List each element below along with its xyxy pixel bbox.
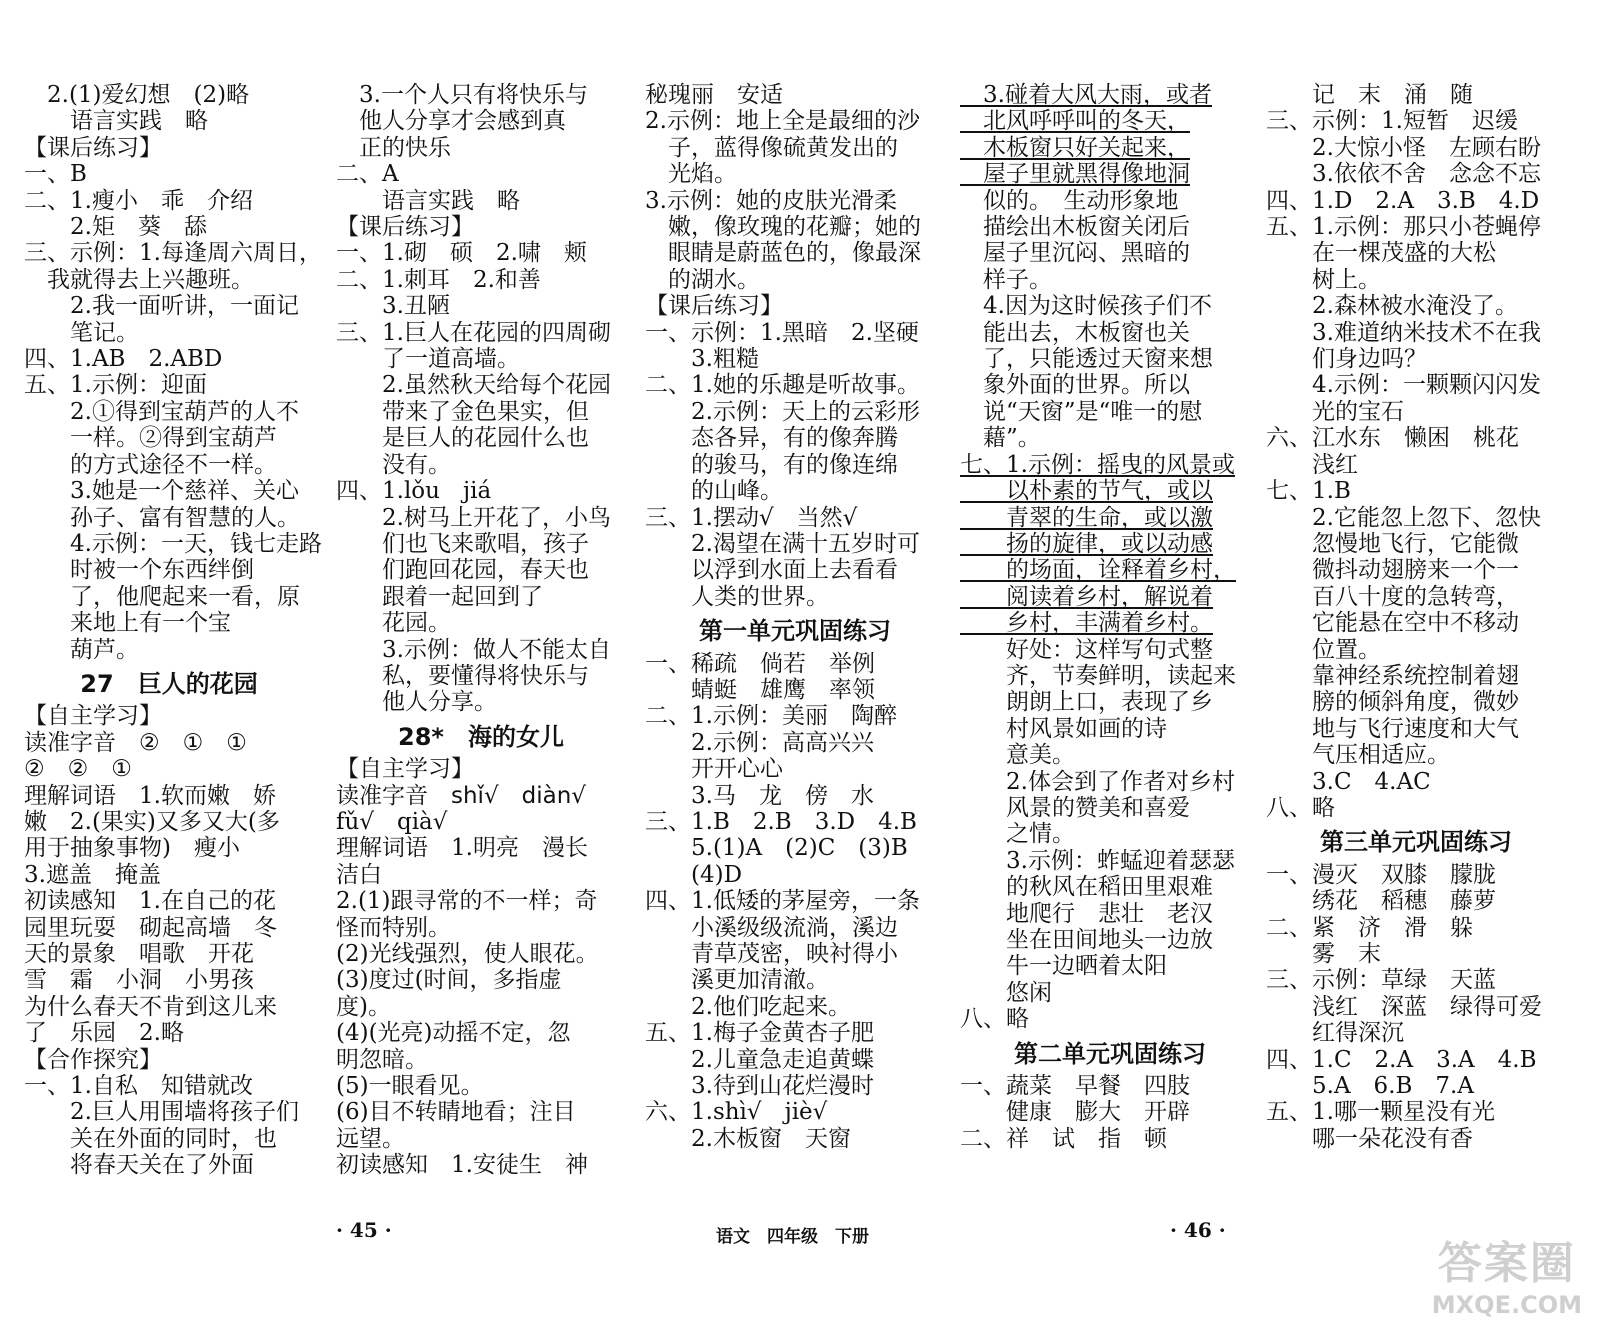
answer-line: 【自主学习】	[24, 703, 162, 730]
answer-line: 三、示例：草绿 天蓝	[1266, 967, 1496, 994]
answer-line: 2.示例：高高兴兴	[645, 729, 874, 756]
answer-line: 五、1.示例：那只小苍蝇停	[1266, 214, 1541, 241]
watermark-en: MXQE.COM	[1431, 1291, 1582, 1319]
answer-line: 一、稀疏 倘若 举例	[645, 650, 875, 677]
answer-line: 【课后练习】	[336, 214, 474, 241]
answer-line: 的湖水。	[645, 266, 760, 293]
answer-line: 时被一个东西绊倒	[24, 557, 254, 584]
answer-line: 八、略	[960, 1006, 1029, 1033]
answer-line: 了，只能透过天窗来想	[960, 346, 1213, 373]
answer-line: 们也飞来歌唱，孩子	[336, 530, 589, 557]
answer-line: fǔ√ qià√	[336, 808, 448, 835]
answer-column-5	[1266, 82, 1566, 1152]
answer-line: 3.依依不舍 念念不忘	[1266, 161, 1541, 188]
answer-line: 3.丑陋	[336, 293, 450, 320]
answer-line: 青翠的生命，或以激	[960, 504, 1213, 531]
answer-line: 3.示例：做人不能太自	[336, 636, 611, 663]
answer-line: 怪而特别。	[336, 914, 451, 941]
answer-line: 雾 末	[1266, 941, 1381, 967]
answer-line: 2.树马上开花了，小鸟	[336, 504, 611, 531]
answer-line: 一、B	[24, 161, 87, 188]
answer-line: 3.C 4.AC	[1266, 768, 1431, 795]
answer-line: (4)D	[645, 861, 743, 888]
answer-line: 了，他爬起来一看，原	[24, 583, 300, 610]
answer-line: 了 乐园 2.略	[24, 1020, 184, 1047]
answer-line: 3.马 龙 傍 水	[645, 782, 874, 809]
answer-line: 树上。	[1266, 266, 1381, 293]
answer-column-2	[336, 82, 626, 1179]
answer-line: 百八十度的急转弯，	[1266, 583, 1519, 610]
answer-line: 5.(1)A (2)C (3)B	[645, 835, 908, 862]
answer-line: 四、1.lǒu jiá	[336, 478, 492, 505]
answer-line: 秘瑰丽 安适	[645, 82, 783, 108]
answer-line: 青草茂密，映衬得小	[645, 941, 898, 967]
page-number-right: · 46 ·	[1170, 1218, 1226, 1242]
answer-line: 2.(1)爱幻想 (2)略	[24, 82, 250, 108]
answer-line: 四、1.C 2.A 3.A 4.B	[1266, 1046, 1537, 1073]
answer-line: 2.他们吃起来。	[645, 993, 851, 1020]
answer-line: 初读感知 1.在自己的花	[24, 888, 276, 915]
section-heading: 28* 海的女儿	[398, 722, 564, 751]
answer-line: 三、示例：1.每逢周六周日，	[24, 240, 322, 267]
answer-line: 【课后练习】	[24, 134, 162, 161]
answer-line: 阅读着乡村，解说着	[960, 583, 1213, 610]
answer-line: 的场面，诠释着乡村，	[960, 557, 1236, 584]
answer-line: 二、A	[336, 161, 399, 188]
answer-line: 2.大惊小怪 左顾右盼	[1266, 134, 1541, 161]
answer-line: 3.她是一个慈祥、关心	[24, 478, 299, 505]
answer-line: 似的。 生动形象地	[960, 187, 1179, 214]
answer-line: 的骏马，有的像连绵	[645, 451, 898, 478]
section-heading: 第三单元巩固练习	[1320, 828, 1512, 857]
answer-line: 他人分享。	[336, 689, 497, 716]
answer-line: 以浮到水面上去看看	[645, 557, 898, 584]
answer-line: 3.难道纳米技术不在我	[1266, 319, 1541, 346]
answer-line: 五、1.示例：迎面	[24, 372, 207, 399]
section-heading: 第二单元巩固练习	[1014, 1039, 1206, 1068]
answer-line: 们身边吗？	[1266, 346, 1427, 373]
answer-line: 读准字音 shǐ√ diàn√	[336, 782, 586, 809]
answer-line: 2.体会到了作者对乡村	[960, 768, 1235, 795]
answer-line: 了一道高墙。	[336, 346, 520, 373]
answer-line: 风景的赞美和喜爱	[960, 794, 1190, 821]
answer-line: 2.矩 葵 舔	[24, 214, 207, 241]
answer-line: 3.待到山花烂漫时	[645, 1073, 874, 1100]
answer-line: 3.遮盖 掩盖	[24, 861, 161, 888]
answer-line: 一、1.砌 硕 2.啸 颊	[336, 240, 587, 267]
answer-line: 理解词语 1.明亮 漫长	[336, 835, 588, 862]
answer-line: 2.森林被水淹没了。	[1266, 293, 1518, 320]
answer-line: 2.它能忽上忽下、忽快	[1266, 504, 1541, 531]
answer-line: 二、紧 济 滑 躲	[1266, 914, 1473, 941]
answer-line: 2.虽然秋天给每个花园	[336, 372, 611, 399]
answer-line: 2.渴望在满十五岁时可	[645, 530, 920, 557]
answer-line: 私，要懂得将快乐与	[336, 662, 589, 689]
answer-line: 样子。	[960, 266, 1052, 293]
answer-line: 的山峰。	[645, 478, 783, 505]
answer-line: 理解词语 1.软而嫩 娇	[24, 782, 276, 809]
answer-line: 一、蔬菜 早餐 四肢	[960, 1073, 1190, 1100]
answer-line: 2.示例：天上的云彩形	[645, 398, 920, 425]
answer-line: 天的景象 唱歌 开花	[24, 941, 254, 967]
answer-line: 3.示例：她的皮肤光滑柔	[645, 187, 897, 214]
answer-line: 一样。②得到宝葫芦	[24, 425, 277, 452]
answer-line: 4.示例：一天，钱七走路	[24, 530, 322, 557]
answer-line: 浅红 深蓝 绿得可爱	[1266, 993, 1542, 1020]
answer-line: 正的快乐	[336, 134, 451, 161]
answer-line: 四、1.AB 2.ABD	[24, 346, 223, 373]
answer-line: 五、1.哪一颗星没有光	[1266, 1099, 1495, 1126]
answer-line: 地爬行 悲壮 老汉	[960, 900, 1213, 927]
answer-line: 3.粗糙	[645, 346, 759, 373]
answer-line: 二、1.她的乐趣是听故事。	[645, 372, 920, 399]
answer-line: 齐，节奏鲜明，读起来	[960, 662, 1236, 689]
answer-line: 没有。	[336, 451, 451, 478]
answer-line: 北风呼呼叫的冬天，	[960, 108, 1190, 135]
answer-line: 园里玩耍 砌起高墙 冬	[24, 914, 277, 941]
answer-line: 【合作探究】	[24, 1046, 162, 1073]
answer-line: 四、1.低矮的茅屋旁，一条	[645, 888, 920, 915]
answer-line: 五、1.梅子金黄杏子肥	[645, 1020, 874, 1047]
answer-line: 带来了金色果实，但	[336, 398, 589, 425]
answer-line: 扬的旋律，或以动感	[960, 530, 1213, 557]
answer-line: 象外面的世界。所以	[960, 372, 1190, 399]
answer-line: (5)一眼看见。	[336, 1073, 484, 1100]
answer-line: 读准字音 ② ① ①	[24, 729, 247, 756]
answer-line: 二、祥 试 指 顿	[960, 1125, 1167, 1152]
answer-line: 膀的倾斜角度，微妙	[1266, 689, 1519, 716]
answer-line: 是巨人的花园什么也	[336, 425, 589, 452]
answer-line: 【自主学习】	[336, 756, 474, 783]
answer-line: 4.因为这时候孩子们不	[960, 293, 1212, 320]
answer-line: 靠神经系统控制着翅	[1266, 662, 1519, 689]
answer-line: 洁白	[336, 861, 382, 888]
answer-line: 初读感知 1.安徒生 神	[336, 1152, 588, 1179]
answer-line: 哪一朵花没有香	[1266, 1125, 1473, 1152]
answer-line: (6)目不转睛地看；注目	[336, 1099, 576, 1126]
answer-line: 气压相适应。	[1266, 742, 1450, 769]
answer-line: 溪更加清澈。	[645, 967, 829, 994]
answer-line: 子，蓝得像硫黄发出的	[645, 134, 898, 161]
answer-line: 来地上有一个宝	[24, 610, 231, 637]
answer-line: 2.①得到宝葫芦的人不	[24, 398, 299, 425]
answer-line: 三、1.摆动√ 当然√	[645, 504, 858, 531]
answer-line: 三、示例：1.短暂 迟缓	[1266, 108, 1518, 135]
answer-line: 二、1.刺耳 2.和善	[336, 266, 541, 293]
answer-line: 地与飞行速度和大气	[1266, 715, 1519, 742]
answer-line: 木板窗只好关起来，	[960, 134, 1190, 161]
answer-line: 二、1.示例：美丽 陶醉	[645, 703, 897, 730]
answer-line: 孙子、富有智慧的人。	[24, 504, 300, 531]
answer-line: 小溪级级流淌，溪边	[645, 914, 898, 941]
answer-line: 他人分享才会感到真	[336, 108, 566, 135]
answer-line: 嫩，像玫瑰的花瓣；她的	[645, 214, 921, 241]
answer-line: 坐在田间地头一边放	[960, 927, 1213, 953]
answer-line: 3.碰着大风大雨，或者	[960, 82, 1212, 108]
answer-line: 语言实践 略	[24, 108, 208, 135]
answer-line: 开开心心	[645, 756, 783, 783]
answer-line: 态各异，有的像奔腾	[645, 425, 898, 452]
answer-line: 六、江水东 懒困 桃花	[1266, 425, 1519, 452]
answer-line: 朗朗上口，表现了乡	[960, 689, 1213, 716]
answer-column-1	[24, 82, 322, 1179]
answer-line: 七、1.示例：摇曳的风景或	[960, 451, 1235, 478]
answer-line: 一、示例：1.黑暗 2.坚硬	[645, 319, 919, 346]
answer-line: 绣花 稻穗 藤萝	[1266, 888, 1496, 915]
answer-line: 语言实践 略	[336, 187, 520, 214]
answer-line: 为什么春天不肯到这儿来	[24, 993, 277, 1020]
answer-line: 红得深沉	[1266, 1020, 1404, 1047]
answer-line: 悠闲	[960, 979, 1052, 1006]
answer-line: 人类的世界。	[645, 583, 829, 610]
answer-line: (4)(光亮)动摇不定，忽	[336, 1020, 571, 1047]
answer-line: 的方式途径不一样。	[24, 451, 277, 478]
section-heading: 第一单元巩固练习	[699, 617, 891, 646]
answer-line: 位置。	[1266, 636, 1381, 663]
answer-line: 4.示例：一颗颗闪闪发	[1266, 372, 1541, 399]
answer-line: 六、1.shì√ jiè√	[645, 1099, 828, 1126]
answer-line: 村风景如画的诗	[960, 715, 1167, 742]
answer-line: 关在外面的同时，也	[24, 1125, 277, 1152]
answer-line: 们跑回花园，春天也	[336, 557, 589, 584]
watermark-cn: 答案圈	[1437, 1238, 1576, 1289]
section-heading: 27 巨人的花园	[80, 669, 258, 698]
answer-line: 描绘出木板窗关闭后	[960, 214, 1190, 241]
answer-line: 乡村，丰满着乡村。	[960, 610, 1213, 637]
answer-line: 八、略	[1266, 794, 1335, 821]
answer-line: 2.示例：地上全是最细的沙	[645, 108, 920, 135]
answer-line: 意美。	[960, 742, 1075, 769]
answer-line: (2)光线强烈，使人眼花。	[336, 941, 599, 967]
answer-line: 以朴素的节气，或以	[960, 478, 1213, 505]
answer-line: 微抖动翅膀来一个一	[1266, 557, 1519, 584]
answer-line: 三、1.巨人在花园的四周砌	[336, 319, 611, 346]
answer-line: 远望。	[336, 1125, 405, 1152]
answer-line: 2.儿童急走追黄蝶	[645, 1046, 874, 1073]
answer-line: (3)度过(时间，多指虚	[336, 967, 562, 994]
answer-line: 牛一边晒着太阳	[960, 953, 1167, 980]
answer-line: 四、1.D 2.A 3.B 4.D	[1266, 187, 1540, 214]
answer-line: 二、1.瘦小 乖 介绍	[24, 187, 253, 214]
answer-line: 【课后练习】	[645, 293, 783, 320]
answer-line: 雪 霜 小洞 小男孩	[24, 967, 254, 994]
answer-line: 5.A 6.B 7.A	[1266, 1073, 1474, 1100]
answer-line: 跟着一起回到了	[336, 583, 543, 610]
answer-line: 我就得去上兴趣班。	[24, 266, 254, 293]
book-title-footer: 语文 四年级 下册	[716, 1227, 869, 1247]
answer-line: 屋子里沉闷、黑暗的	[960, 240, 1190, 267]
answer-line: 的秋风在稻田里艰难	[960, 874, 1213, 901]
answer-line: 一、1.自私 知错就改	[24, 1073, 253, 1100]
page-number-left: · 45 ·	[336, 1218, 392, 1242]
answer-line: 一、漫灭 双膝 朦胧	[1266, 861, 1496, 888]
answer-line: 它能悬在空中不移动	[1266, 610, 1519, 637]
answer-line: 健康 膨大 开辟	[960, 1099, 1190, 1126]
answer-line: 笔记。	[24, 319, 139, 346]
answer-line: 将春天关在了外面	[24, 1152, 254, 1179]
answer-line: 在一棵茂盛的大松	[1266, 240, 1496, 267]
answer-line: 2.我一面听讲，一面记	[24, 293, 299, 320]
answer-line: 光的宝石	[1266, 398, 1404, 425]
answer-line: 3.示例：蚱蜢迎着瑟瑟	[960, 847, 1235, 874]
answer-line: 3.一个人只有将快乐与	[336, 82, 588, 108]
answer-line: 度)。	[336, 993, 391, 1020]
answer-line: 葫芦。	[24, 636, 139, 663]
answer-line: 记 末 涌 随	[1266, 82, 1473, 108]
answer-line: 花园。	[336, 610, 451, 637]
answer-line: 忽慢地飞行，它能微	[1266, 530, 1519, 557]
answer-line: 好处：这样写句式整	[960, 636, 1213, 663]
answer-line: 之情。	[960, 821, 1075, 848]
answer-line: 说“天窗”是“唯一的慰	[960, 398, 1203, 425]
answer-line: ② ② ①	[24, 756, 132, 783]
answer-line: 屋子里就黑得像地洞	[960, 161, 1190, 188]
answer-line: 能出去，木板窗也关	[960, 319, 1190, 346]
answer-line: 用于抽象事物) 瘦小	[24, 835, 240, 862]
answer-line: 2.(1)跟寻常的不一样；奇	[336, 888, 598, 915]
answer-line: 蜻蜓 雄鹰 率领	[645, 676, 875, 703]
answer-line: 2.巨人用围墙将孩子们	[24, 1099, 299, 1126]
answer-line: 藉”。	[960, 425, 1041, 452]
answer-column-4	[960, 82, 1260, 1152]
answer-line: 光焰。	[645, 161, 737, 188]
answer-line: 2.木板窗 天窗	[645, 1125, 851, 1152]
answer-line: 嫩 2.(果实)又多又大(多	[24, 808, 280, 835]
answer-line: 浅红	[1266, 451, 1358, 478]
answer-line: 七、1.B	[1266, 478, 1351, 505]
watermark-logo	[1432, 1227, 1582, 1319]
answer-line: 眼睛是蔚蓝色的，像最深	[645, 240, 921, 267]
answer-line: 明忽暗。	[336, 1046, 428, 1073]
answer-line: 三、1.B 2.B 3.D 4.B	[645, 808, 917, 835]
answer-column-3	[645, 82, 945, 1152]
